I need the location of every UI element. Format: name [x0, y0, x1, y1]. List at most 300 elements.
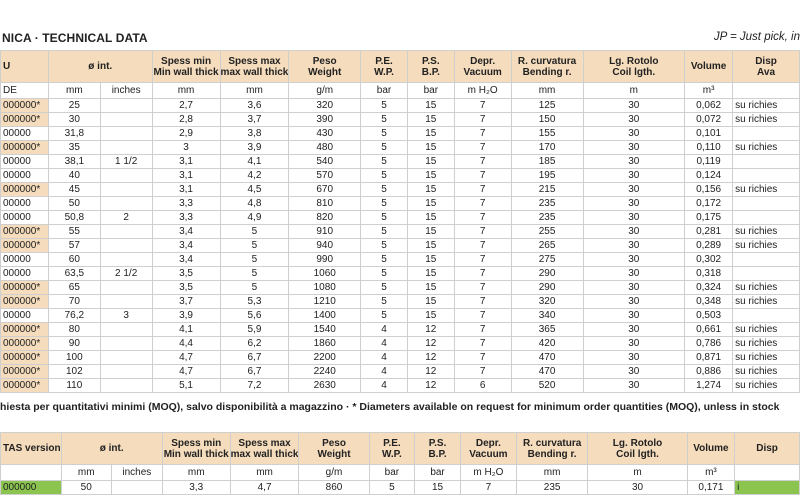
table-cell: 3,4 [152, 239, 220, 253]
table-cell: 0,786 [685, 337, 733, 351]
table-cell: 5 [220, 253, 289, 267]
table-cell: 810 [289, 197, 361, 211]
table-cell: 4,4 [152, 337, 220, 351]
table-row [1, 309, 800, 323]
table-cell: 1210 [289, 295, 361, 309]
table-cell: 4,8 [220, 197, 289, 211]
availability-cell [733, 267, 800, 281]
table-cell: 5 [361, 141, 408, 155]
table-cell [100, 225, 152, 239]
table-row [1, 197, 800, 211]
table-cell: 30 [583, 323, 685, 337]
table-row [1, 239, 800, 253]
table-cell: 150 [511, 113, 583, 127]
product-code-cell: 000000* [1, 323, 49, 337]
table-cell: 2200 [289, 351, 361, 365]
table-row [1, 253, 800, 267]
units-row [1, 465, 800, 481]
table-row [1, 281, 800, 295]
availability-cell: su richies [733, 225, 800, 239]
table-cell: 0,101 [685, 127, 733, 141]
table-cell: 6,2 [220, 337, 289, 351]
unit-cell: inches [111, 465, 162, 481]
table-cell: 12 [407, 379, 454, 393]
table-cell: 3,4 [152, 225, 220, 239]
unit-cell: mm [61, 465, 111, 481]
table-cell: 100 [48, 351, 100, 365]
table-cell: 6 [454, 379, 511, 393]
table-cell: 5,3 [220, 295, 289, 309]
table-cell [100, 99, 152, 113]
table-cell: 0,156 [685, 183, 733, 197]
availability-cell [733, 211, 800, 225]
table-cell: 15 [407, 281, 454, 295]
unit-cell: mm [162, 465, 230, 481]
availability-cell [733, 155, 800, 169]
table-cell: 12 [407, 365, 454, 379]
table-cell [100, 141, 152, 155]
table-cell: 15 [407, 211, 454, 225]
table-cell: 215 [511, 183, 583, 197]
availability-cell: su richies [733, 281, 800, 295]
table-cell: 0,324 [685, 281, 733, 295]
table-cell: 30 [583, 169, 685, 183]
table-cell: 30 [583, 337, 685, 351]
table-cell: 2,7 [152, 99, 220, 113]
table-cell: 102 [48, 365, 100, 379]
table-cell: 670 [289, 183, 361, 197]
availability-cell [733, 127, 800, 141]
product-code-cell: 000000* [1, 141, 49, 155]
table-row [1, 351, 800, 365]
table-cell: 155 [511, 127, 583, 141]
table-cell: 1 1/2 [100, 155, 152, 169]
product-code-cell: 000000* [1, 281, 49, 295]
table-header-row [1, 433, 800, 465]
table-cell: 5,9 [220, 323, 289, 337]
table-cell: 5 [361, 281, 408, 295]
table-row [1, 225, 800, 239]
unit-cell: bar [361, 83, 408, 99]
table-cell: 15 [407, 113, 454, 127]
unit-cell: m H₂O [454, 83, 511, 99]
table-row [1, 337, 800, 351]
table-cell: 125 [511, 99, 583, 113]
table-cell: 4,2 [220, 169, 289, 183]
table-cell: 50,8 [48, 211, 100, 225]
header-vacuum: Depr. Vacuum [454, 51, 511, 83]
unit-cell: m³ [685, 83, 733, 99]
table-cell: 15 [407, 267, 454, 281]
table-cell: 235 [511, 197, 583, 211]
table-row [1, 127, 800, 141]
table-cell: 480 [289, 141, 361, 155]
unit-cell: g/m [299, 465, 369, 481]
table-cell: 7 [454, 197, 511, 211]
table-cell [100, 323, 152, 337]
table-cell: 7 [454, 281, 511, 295]
legend-note: JP = Just pick, in [713, 31, 800, 43]
header-burst-pressure: P.S. B.P. [407, 51, 454, 83]
table-cell: 7,2 [220, 379, 289, 393]
product-code-cell: 00000 [1, 197, 49, 211]
table-cell: 185 [511, 155, 583, 169]
units-row [1, 83, 800, 99]
table-row [1, 183, 800, 197]
table-cell: 7 [460, 481, 516, 495]
header-inner-diameter: ø int. [61, 433, 162, 465]
table-cell: 2,9 [152, 127, 220, 141]
table-cell: 4,7 [152, 365, 220, 379]
table-cell: 1080 [289, 281, 361, 295]
table-cell [111, 481, 162, 495]
table-cell: 5,6 [220, 309, 289, 323]
table-cell: 320 [511, 295, 583, 309]
table-cell [100, 379, 152, 393]
table-cell: 7 [454, 183, 511, 197]
table-cell: 31,8 [48, 127, 100, 141]
availability-cell [733, 169, 800, 183]
header-min-wall: Spess min Min wall thick [152, 51, 220, 83]
tas-version-table [0, 432, 800, 495]
table-cell: 7 [454, 169, 511, 183]
table-cell: 2,8 [152, 113, 220, 127]
table-cell: 265 [511, 239, 583, 253]
table-cell: 40 [48, 169, 100, 183]
table-cell: 3,7 [220, 113, 289, 127]
table-cell: 0,348 [685, 295, 733, 309]
table-cell: 90 [48, 337, 100, 351]
table-cell: 4,1 [152, 323, 220, 337]
table-cell: 30 [583, 239, 685, 253]
table-row [1, 267, 800, 281]
unit-cell: m [583, 83, 685, 99]
header-code: U [1, 51, 49, 83]
table-cell: 570 [289, 169, 361, 183]
table-cell: 15 [407, 155, 454, 169]
product-code-cell: 00000 [1, 155, 49, 169]
table-cell: 65 [48, 281, 100, 295]
unit-cell: mm [511, 83, 583, 99]
table-cell: 5 [361, 127, 408, 141]
table-header-row [1, 51, 800, 83]
table-cell: 30 [583, 183, 685, 197]
table-cell: 520 [511, 379, 583, 393]
header-coil-length: Lg. Rotolo Coil lgth. [583, 51, 685, 83]
table-cell [100, 295, 152, 309]
unit-cell [735, 465, 800, 481]
table-row [1, 323, 800, 337]
availability-cell: su richies [733, 141, 800, 155]
availability-cell: su richies [733, 99, 800, 113]
table-cell: 3,7 [152, 295, 220, 309]
table-cell: 12 [407, 337, 454, 351]
table-cell [100, 169, 152, 183]
table-row [1, 365, 800, 379]
table-row [1, 169, 800, 183]
unit-cell: m H₂O [460, 465, 516, 481]
product-code-cell: 00000 [1, 267, 49, 281]
table-cell: 5 [361, 183, 408, 197]
table-cell: 3,1 [152, 155, 220, 169]
table-cell: 990 [289, 253, 361, 267]
table-cell: 15 [407, 239, 454, 253]
table-cell: 7 [454, 127, 511, 141]
table-cell: 1860 [289, 337, 361, 351]
table-cell: 15 [407, 253, 454, 267]
table-cell: 5 [220, 225, 289, 239]
table-cell: 0,062 [685, 99, 733, 113]
table-cell: 470 [511, 351, 583, 365]
table-cell: 3,3 [162, 481, 230, 495]
table-cell: 30 [583, 309, 685, 323]
table-cell: 15 [407, 99, 454, 113]
unit-cell: mm [516, 465, 587, 481]
table-cell: 7 [454, 225, 511, 239]
product-code-cell: 00000 [1, 127, 49, 141]
table-cell: 15 [407, 295, 454, 309]
table-cell: 0,871 [685, 351, 733, 365]
table-cell: 55 [48, 225, 100, 239]
table-cell: 30 [583, 113, 685, 127]
product-code-cell: 000000* [1, 239, 49, 253]
table-cell: 5 [361, 309, 408, 323]
table-cell: 0,110 [685, 141, 733, 155]
table-cell: 5 [361, 155, 408, 169]
table-cell: 15 [407, 197, 454, 211]
table-cell: 4,7 [152, 351, 220, 365]
table-cell: 0,281 [685, 225, 733, 239]
table-cell: 0,172 [685, 197, 733, 211]
header-tas-version: TAS version [1, 433, 62, 465]
header-max-wall: Spess max max wall thick [220, 51, 289, 83]
availability-cell: su richies [733, 113, 800, 127]
product-code-cell: 000000* [1, 351, 49, 365]
table-cell: 5 [361, 239, 408, 253]
product-code-cell: 00000 [1, 211, 49, 225]
table-cell: 5 [361, 211, 408, 225]
product-code-cell: 000000* [1, 225, 49, 239]
table-cell: 15 [407, 127, 454, 141]
table-cell: 0,318 [685, 267, 733, 281]
table-cell [100, 351, 152, 365]
table-cell: 15 [407, 309, 454, 323]
table-cell: 50 [61, 481, 111, 495]
availability-cell [733, 253, 800, 267]
table-cell: 5 [361, 169, 408, 183]
table-cell: 45 [48, 183, 100, 197]
unit-cell: mm [230, 465, 299, 481]
unit-cell: m [588, 465, 687, 481]
table-cell: 7 [454, 323, 511, 337]
availability-cell: su richies [733, 351, 800, 365]
table-cell: 7 [454, 295, 511, 309]
table-cell: 7 [454, 337, 511, 351]
table-cell: 50 [48, 197, 100, 211]
table-cell: 12 [407, 351, 454, 365]
table-cell: 15 [407, 141, 454, 155]
table-cell: 30 [588, 481, 687, 495]
table-cell: 0,072 [685, 113, 733, 127]
table-cell: 5 [220, 239, 289, 253]
table-cell: 5 [220, 267, 289, 281]
table-cell: 76,2 [48, 309, 100, 323]
table-cell [100, 253, 152, 267]
unit-cell: bar [407, 83, 454, 99]
table-cell: 63,5 [48, 267, 100, 281]
table-cell: 5 [361, 225, 408, 239]
table-cell: 30 [583, 267, 685, 281]
table-row [1, 379, 800, 393]
table-cell: 4 [361, 365, 408, 379]
table-cell: 5 [361, 295, 408, 309]
table-cell: 7 [454, 365, 511, 379]
table-cell: 0,175 [685, 211, 733, 225]
table-cell: 430 [289, 127, 361, 141]
availability-cell [733, 197, 800, 211]
table-cell [100, 127, 152, 141]
table-cell: 80 [48, 323, 100, 337]
table-cell: 5 [220, 281, 289, 295]
table-cell: 7 [454, 141, 511, 155]
table-cell: 15 [407, 169, 454, 183]
table-cell: 30 [583, 141, 685, 155]
unit-cell: inches [100, 83, 152, 99]
table-cell: 540 [289, 155, 361, 169]
table-cell: 820 [289, 211, 361, 225]
table-cell: 7 [454, 113, 511, 127]
table-cell: 25 [48, 99, 100, 113]
table-cell: 7 [454, 351, 511, 365]
product-code-cell: 000000 [1, 481, 62, 495]
table-cell: 5,1 [152, 379, 220, 393]
table-cell: 15 [415, 481, 461, 495]
table-cell: 30 [583, 365, 685, 379]
product-code-cell: 000000* [1, 379, 49, 393]
table-cell: 0,124 [685, 169, 733, 183]
table-cell: 860 [299, 481, 369, 495]
product-code-cell: 00000 [1, 309, 49, 323]
table-cell: 6,7 [220, 365, 289, 379]
table-cell: 3,3 [152, 211, 220, 225]
header-weight: Peso Weight [289, 51, 361, 83]
table-row [1, 295, 800, 309]
table-cell: 365 [511, 323, 583, 337]
table-cell: 2630 [289, 379, 361, 393]
unit-cell: DE [1, 83, 49, 99]
table-cell: 4,5 [220, 183, 289, 197]
product-code-cell: 000000* [1, 295, 49, 309]
table-cell: 235 [516, 481, 587, 495]
header-availability: Disp [735, 433, 800, 465]
table-cell: 1,274 [685, 379, 733, 393]
availability-cell: su richies [733, 365, 800, 379]
table-cell: 2 1/2 [100, 267, 152, 281]
table-cell: 1060 [289, 267, 361, 281]
table-cell: 3,8 [220, 127, 289, 141]
header-inner-diameter: ø int. [48, 51, 152, 83]
table-cell: 170 [511, 141, 583, 155]
header-burst-pressure: P.S. B.P. [415, 433, 461, 465]
unit-cell: m³ [687, 465, 734, 481]
table-cell: 420 [511, 337, 583, 351]
table-cell [100, 365, 152, 379]
unit-cell [1, 465, 62, 481]
table-cell: 0,119 [685, 155, 733, 169]
table-cell: 1400 [289, 309, 361, 323]
table-cell: 290 [511, 281, 583, 295]
table-cell: 30 [583, 127, 685, 141]
header-coil-length: Lg. Rotolo Coil lgth. [588, 433, 687, 465]
unit-cell: mm [152, 83, 220, 99]
table-cell: 7 [454, 253, 511, 267]
table-cell: 2 [100, 211, 152, 225]
header-vacuum: Depr. Vacuum [460, 433, 516, 465]
availability-cell: su richies [733, 183, 800, 197]
table-cell: 5 [361, 113, 408, 127]
header-working-pressure: P.E. W.P. [361, 51, 408, 83]
header-working-pressure: P.E. W.P. [369, 433, 415, 465]
table-cell: 30 [583, 351, 685, 365]
table-cell: 7 [454, 155, 511, 169]
table-cell: 5 [361, 267, 408, 281]
unit-cell: g/m [289, 83, 361, 99]
table-cell: 15 [407, 225, 454, 239]
table-cell: 0,289 [685, 239, 733, 253]
header-bending-radius: R. curvatura Bending r. [516, 433, 587, 465]
table-cell: 7 [454, 239, 511, 253]
availability-cell [733, 309, 800, 323]
availability-cell: su richies [733, 337, 800, 351]
table-cell: 3,4 [152, 253, 220, 267]
table-row [1, 141, 800, 155]
availability-cell: su richies [733, 295, 800, 309]
table-cell: 7 [454, 211, 511, 225]
table-cell: 4 [361, 351, 408, 365]
unit-cell: bar [415, 465, 461, 481]
table-cell: 30 [583, 295, 685, 309]
table-cell [100, 337, 152, 351]
table-cell: 7 [454, 267, 511, 281]
table-cell: 30 [583, 281, 685, 295]
table-cell: 4,9 [220, 211, 289, 225]
availability-cell: i [735, 481, 800, 495]
table-cell: 30 [583, 211, 685, 225]
table-cell: 5 [361, 197, 408, 211]
table-cell: 235 [511, 211, 583, 225]
table-cell: 30 [583, 155, 685, 169]
product-code-cell: 000000* [1, 113, 49, 127]
table-cell: 195 [511, 169, 583, 183]
availability-cell: su richies [733, 379, 800, 393]
table-row [1, 155, 800, 169]
header-availability: Disp Ava [733, 51, 800, 83]
table-cell [100, 183, 152, 197]
product-code-cell: 00000 [1, 253, 49, 267]
table-cell: 3,6 [220, 99, 289, 113]
table-cell: 0,302 [685, 253, 733, 267]
availability-cell: su richies [733, 323, 800, 337]
product-code-cell: 00000 [1, 169, 49, 183]
technical-data-table [0, 50, 800, 393]
table-cell: 290 [511, 267, 583, 281]
table-cell: 5 [361, 253, 408, 267]
table-cell: 3,5 [152, 267, 220, 281]
table-cell: 60 [48, 253, 100, 267]
table-cell: 110 [48, 379, 100, 393]
table-cell: 4 [361, 337, 408, 351]
table-cell: 30 [583, 197, 685, 211]
